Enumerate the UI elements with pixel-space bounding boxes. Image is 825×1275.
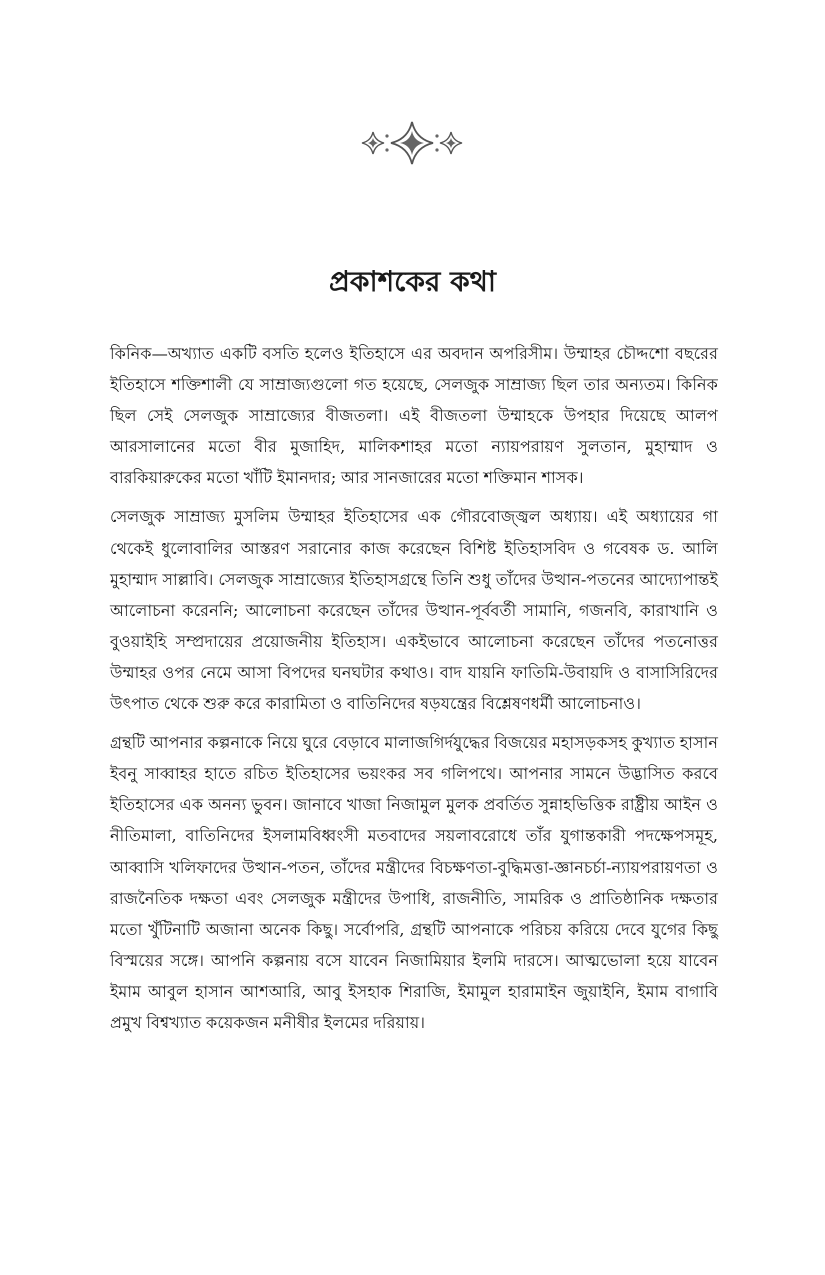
page-title: প্রকাশকের কথা [328,265,496,298]
body-text [110,338,718,1046]
paragraph-3: গ্রন্থটি আপনার কল্পনাকে নিয়ে ঘুরে বেড়াবে মালাজগির্দযুদ্ধের বিজয়ের মহাসড়কসহ কুখ্যাত হাসান ইবনু সাব্বাহর হাতে রচিত ইতিহাসের ভয়ংকর সব গলিপথে। আপনার সামনে উদ্ভাসিত করবে ইতিহাসের এক অনন্য ভুবন। জানাবে খাজা নিজামুল মুলক প্রবর্তিত সুন্নাহভিত্তিক রাষ্ট্রীয় আইন ও নীতিমালা, বাতিনিদের ইসলামবিধ্বংসী মতবাদের সয়লাবরোধে তাঁর যুগান্তকারী পদক্ষেপসমূহ, আব্বাসি খলিফাদের উত্থান-পতন, তাঁদের মন্ত্রীদের বিচক্ষণতা-বুদ্ধিমত্তা-জ্ঞানচর্চা-ন্যায়পরায়ণতা ও রাজনৈতিক দক্ষতা এবং সেলজুক মন্ত্রীদের উপাধি, রাজনীতি, সামরিক ও প্রাতিষ্ঠানিক দক্ষতার মতো খুঁটিনাটি অজানা অনেক কিছু। সর্বোপরি, গ্রন্থটি আপনাকে পরিচয় করিয়ে দেবে যুগের কিছু বিস্ময়ের সঙ্গে। আপনি কল্পনায় বসে যাবেন নিজামিয়ার ইলমি দারসে। আত্মভোলা হয়ে যাবেন ইমাম আবুল হাসান আশআরি, আবু ইসহাক শিরাজি, ইমামুল হারামাইন জুয়াইনি, ইমাম বাগাবি প্রমুখ বিশ্বখ্যাত কয়েকজন মনীষীর ইলমের দরিয়ায়। [110,733,718,1032]
four-point-star-ornament-icon [357,118,467,168]
paragraph-2: সেলজুক সাম্রাজ্য মুসলিম উম্মাহর ইতিহাসের এক গৌরবোজ্জ্বল অধ্যায়। এই অধ্যায়ের গা থেকেই ধুলোবালির আস্তরণ সরানোর কাজ করেছেন বিশিষ্ট ইতিহাসবিদ ও গবেষক ড. আলি মুহাম্মাদ সাল্লাবি। সেলজুক সাম্রাজ্যের ইতিহাসগ্রন্থে তিনি শুধু তাঁদের উত্থান-পতনের আদ্যোপান্তই আলোচনা করেননি; আলোচনা করেছেন তাঁদের উত্থান-পূর্ববর্তী সামানি, গজনবি, কারাখানি ও বুওয়াইহি সম্প্রদায়ের প্রয়োজনীয় ইতিহাস। একইভাবে আলোচনা করেছেন তাঁদের পতনোত্তর উম্মাহর ওপর নেমে আসা বিপদের ঘনঘটার কথাও। বাদ যায়নি ফাতিমি-উবায়দি ও বাসাসিরিদের উৎপাত থেকে শুরু করে কারামিতা ও বাতিনিদের ষড়যন্ত্রের বিশ্লেষণধর্মী আলোচনাও। [110,507,718,714]
paragraph-1: কিনিক—অখ্যাত একটি বসতি হলেও ইতিহাসে এর অবদান অপরিসীম। উম্মাহর চৌদ্দশো বছরের ইতিহাসে শক্তিশালী যে সাম্রাজ্যগুলো গত হয়েছে, সেলজুক সাম্রাজ্য ছিল তার অন্যতম। কিনিক ছিল সেই সেলজুক সাম্রাজ্যের বীজতলা। এই বীজতলা উম্মাহকে উপহার দিয়েছে আলপ আরসালানের মতো বীর মুজাহিদ, মালিকশাহর মতো ন্যায়পরায়ণ সুলতান, মুহাম্মাদ ও বারকিয়ারুকের মতো খাঁটি ইমানদার; আর সানজারের মতো শক্তিমান শাসক। [110,344,718,488]
